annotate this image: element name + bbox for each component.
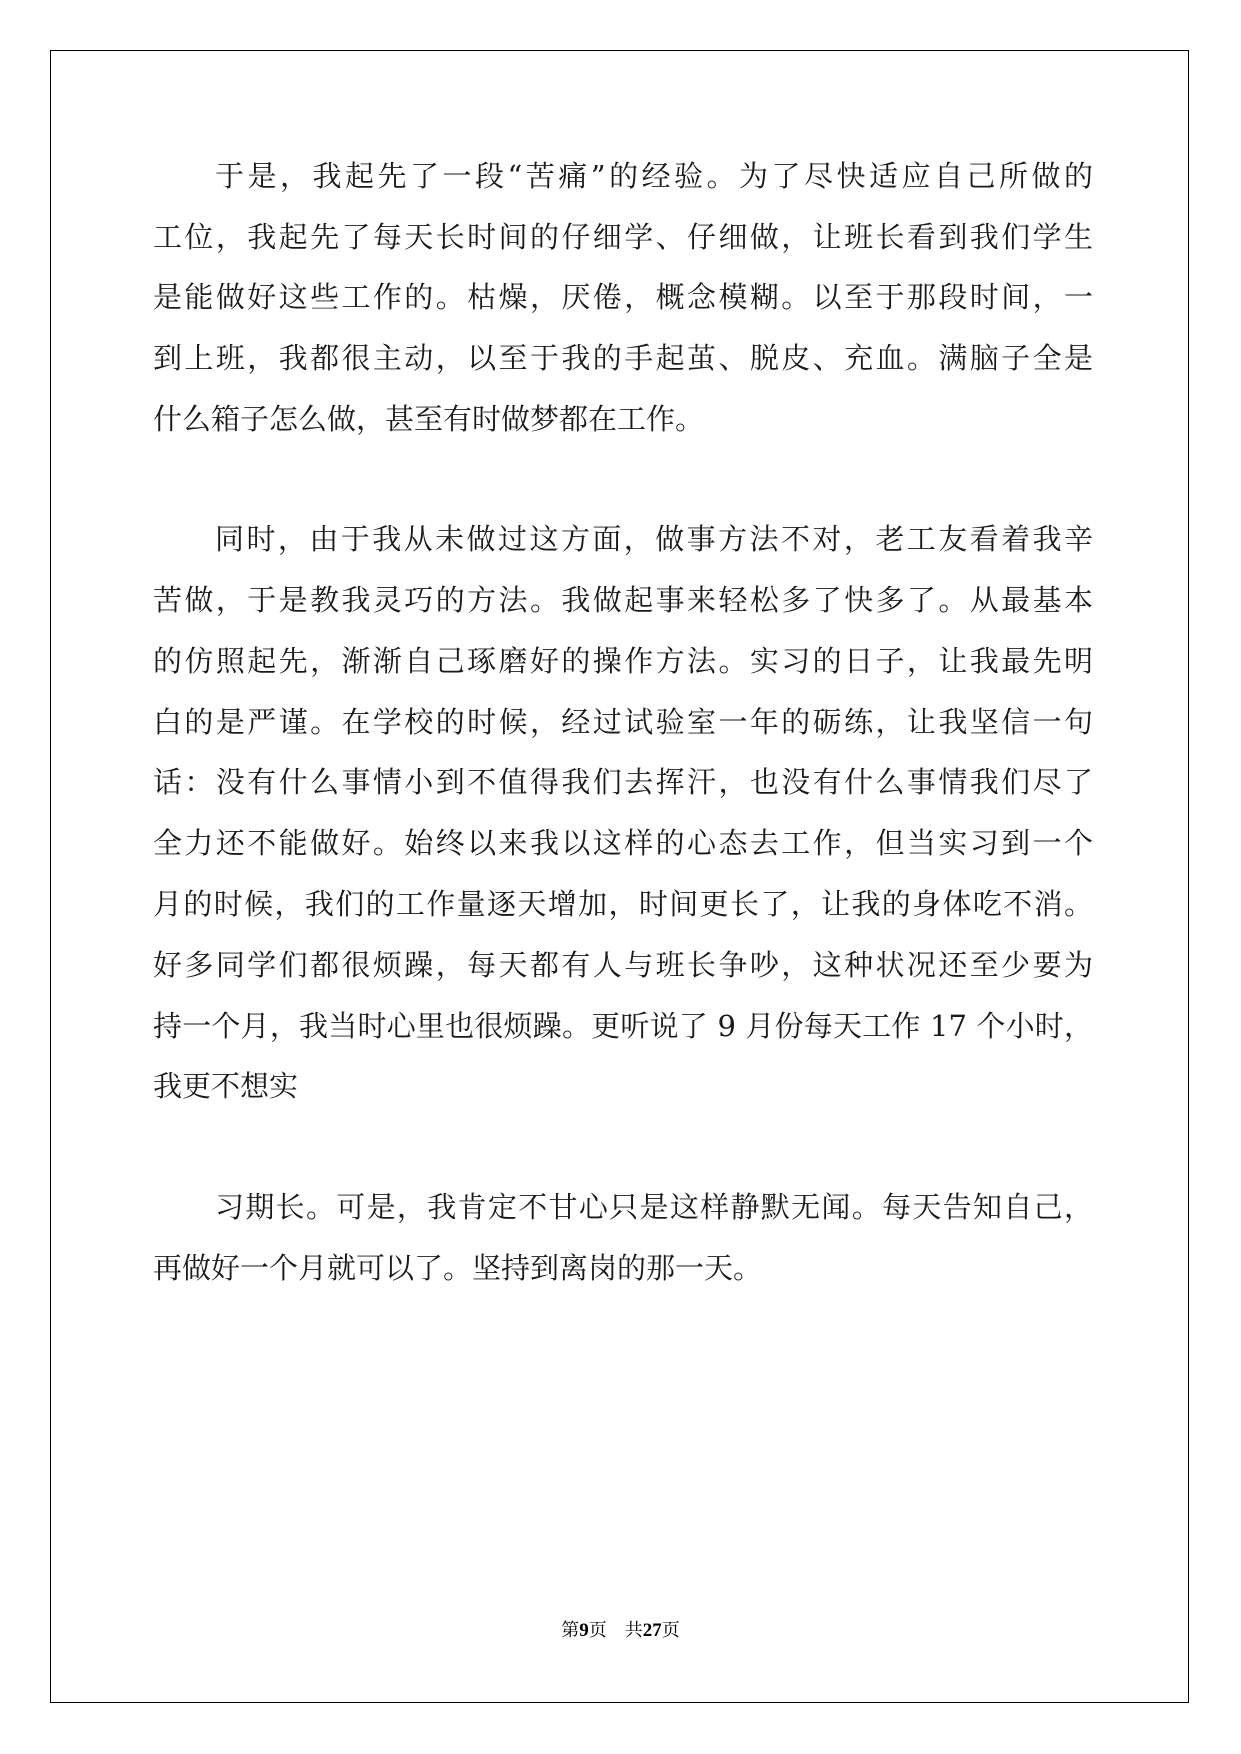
paragraph-1-line-4: 到上班，我都很主动，以至于我的手起茧、脱皮、充血。满脑子全是: [153, 341, 1093, 375]
paragraph-2-line-1: 同时，由于我从未做过这方面，做事方法不对，老工友看着我辛: [215, 522, 1093, 556]
page-footer: [0, 1618, 1241, 1643]
total-page-count: 27: [642, 1620, 662, 1641]
paragraph-1-line-3: 是能做好这些工作的。枯燥，厌倦，概念模糊。以至于那段时间，一: [153, 280, 1093, 314]
paragraph-2-line-9: 持一个月，我当时心里也很烦躁。更听说了 9 月份每天工作 17 个小时，: [153, 1009, 1093, 1043]
paragraph-2-line-7: 月的时候，我们的工作量逐天增加，时间更长了，让我的身体吃不消。: [153, 887, 1093, 921]
page-number-suffix: 页: [588, 1620, 607, 1640]
paragraph-3-line-1: 习期长。可是，我肯定不甘心只是这样静默无闻。每天告知自己，: [215, 1190, 1093, 1224]
paragraph-2-line-8: 好多同学们都很烦躁，每天都有人与班长争吵，这种状况还至少要为: [153, 948, 1093, 982]
paragraph-3-line-2: 再做好一个月就可以了。坚持到离岗的那一天。: [153, 1251, 763, 1285]
paragraph-2-line-10: 我更不想实: [153, 1069, 299, 1103]
paragraph-2-line-5: 话：没有什么事情小到不值得我们去挥汗，也没有什么事情我们尽了: [153, 765, 1093, 799]
paragraph-1-line-2: 工位，我起先了每天长时间的仔细学、仔细做，让班长看到我们学生: [153, 220, 1093, 254]
paragraph-2-line-4: 白的是严谨。在学校的时候，经过试验室一年的砺练，让我坚信一句: [153, 705, 1093, 739]
paragraph-1-line-5: 什么箱子怎么做，甚至有时做梦都在工作。: [153, 402, 705, 436]
current-page-number: 9: [579, 1620, 589, 1641]
paragraph-2-line-3: 的仿照起先，渐渐自己琢磨好的操作方法。实习的日子，让我最先明: [153, 644, 1093, 678]
paragraph-2-line-2: 苦做，于是教我灵巧的方法。我做起事来轻松多了快多了。从最基本: [153, 583, 1093, 617]
total-pages-suffix: 页: [661, 1620, 680, 1640]
page-number-prefix: 第: [561, 1620, 580, 1640]
paragraph-2-line-6: 全力还不能做好。始终以来我以这样的心态去工作，但当实习到一个: [153, 826, 1093, 860]
total-pages-prefix: 共: [624, 1620, 643, 1640]
paragraph-1-line-1: 于是，我起先了一段“苦痛”的经验。为了尽快适应自己所做的: [215, 159, 1093, 193]
